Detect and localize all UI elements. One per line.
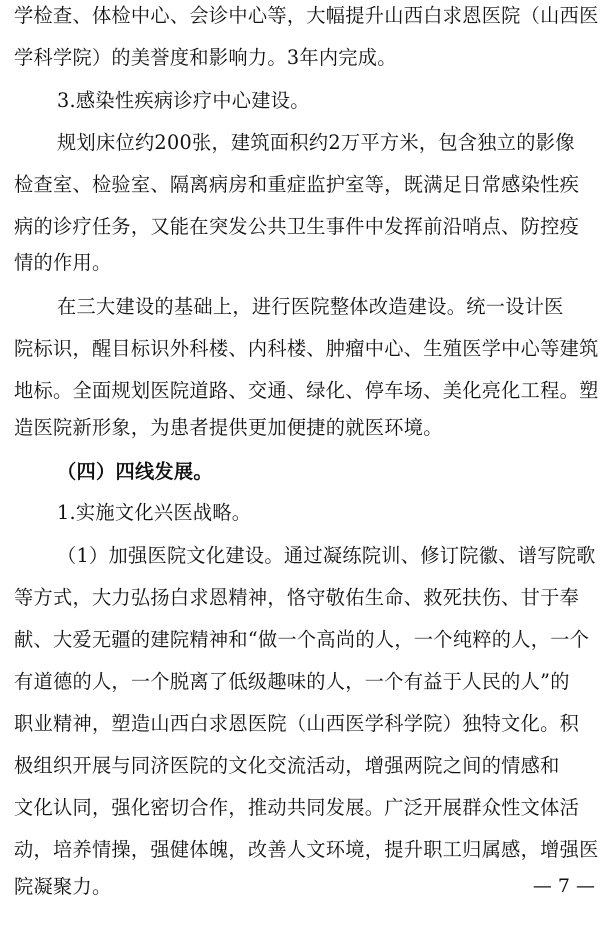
text-line-19: 极组织开展与同济医院的文化交流活动，增强两院之间的情感和	[14, 754, 560, 777]
section-heading-four-line-development: （四）四线发展。	[57, 460, 213, 483]
section-heading-culture-strategy: 1.实施文化兴医战略。	[57, 501, 252, 524]
text-line-15: 等方式，大力弘扬白求恩精神，恪守敬佑生命、救死扶伤、甘于奉	[14, 586, 580, 609]
text-line-10: 地标。全面规划医院道路、交通、绿化、停车场、美化亮化工程。塑	[14, 379, 599, 402]
text-line-6: 病的诊疗任务，又能在突发公共卫生事件中发挥前沿哨点、防控疫	[14, 215, 580, 238]
text-line-5: 检查室、检验室、隔离病房和重症监护室等，既满足日常感染性疾	[14, 173, 580, 196]
text-line-22: 院凝聚力。	[14, 875, 112, 898]
text-line-11: 造医院新形象，为患者提供更加便捷的就医环境。	[14, 416, 443, 439]
text-line-4: 规划床位约200张，建筑面积约2万平方米，包含独立的影像	[57, 131, 575, 154]
text-line-9: 院标识，醒目标识外科楼、内科楼、肿瘤中心、生殖医学中心等建筑	[14, 337, 599, 360]
text-line-7: 情的作用。	[14, 251, 112, 274]
text-line-8: 在三大建设的基础上，进行医院整体改造建设。统一设计医	[57, 295, 564, 318]
text-line-21: 动，培养情操，强健体魄，改善人文环境，提升职工归属感，增强医	[14, 838, 599, 861]
text-line-2: 学科学院）的美誉度和影响力。3年内完成。	[14, 46, 397, 69]
text-line-14: （1）加强医院文化建设。通过凝练院训、修订院徽、谱写院歌	[57, 544, 596, 567]
text-line-18: 职业精神，塑造山西白求恩医院（山西医学科学院）独特文化。积	[14, 712, 580, 735]
text-line-17: 有道德的人，一个脱离了低级趣味的人，一个有益于人民的人”的	[14, 670, 570, 693]
text-line-16: 献、大爱无疆的建院精神和“做一个高尚的人，一个纯粹的人，一个	[14, 628, 590, 651]
page-number: — 7 —	[532, 875, 595, 897]
text-line-1: 学检查、体检中心、会诊中心等，大幅提升山西白求恩医院（山西医	[14, 4, 599, 27]
section-heading-infectious-disease-center: 3.感染性疾病诊疗中心建设。	[57, 89, 310, 112]
text-line-20: 文化认同，强化密切合作，推动共同发展。广泛开展群众性文体活	[14, 796, 580, 819]
